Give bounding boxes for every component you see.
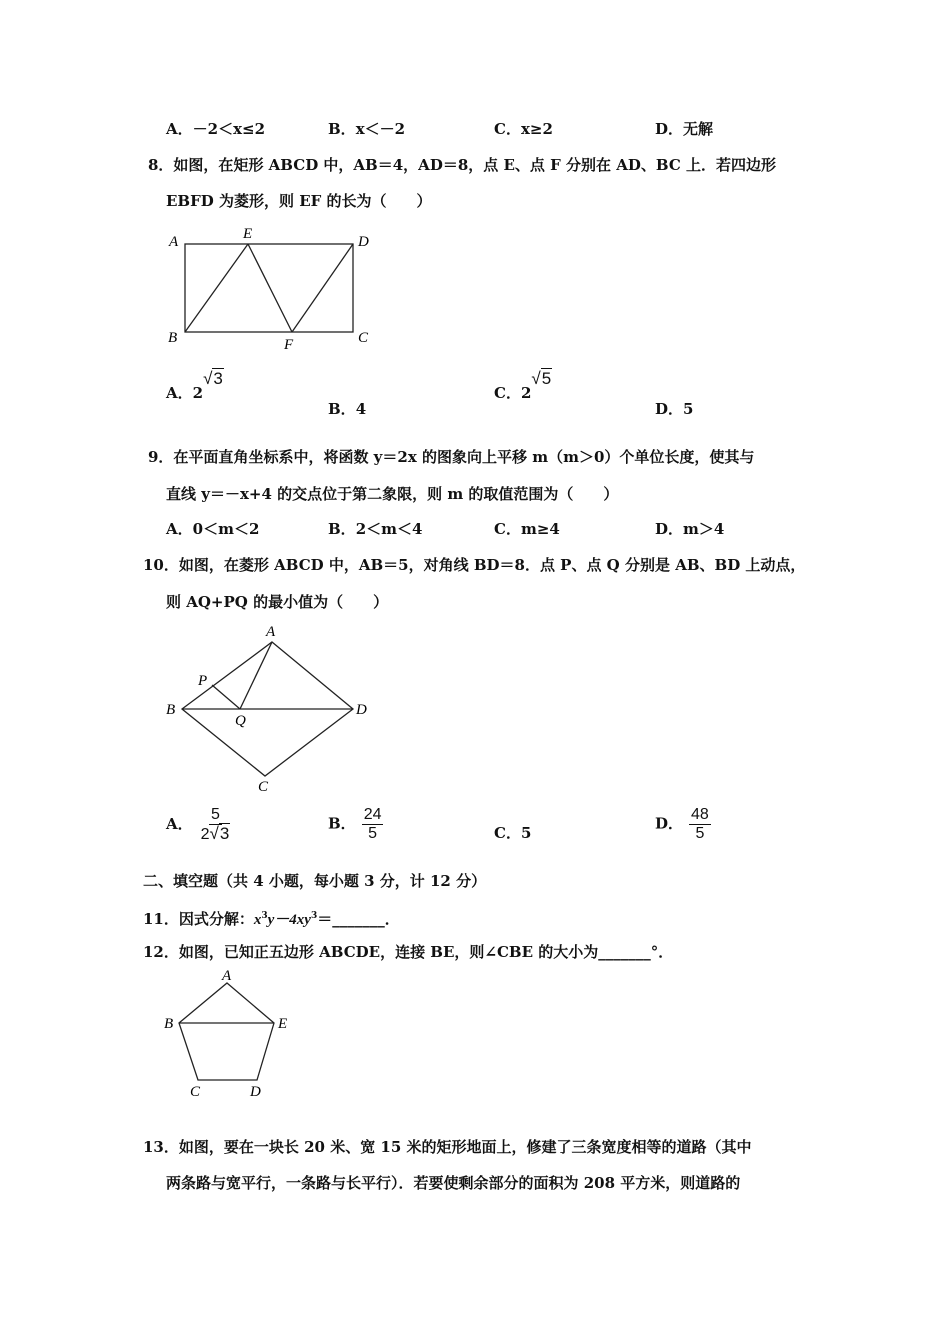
segment-be bbox=[185, 244, 248, 332]
q9-stem-line1: 9．在平面直角坐标系中，将函数 y＝2x 的图象向上平移 m（m＞0）个单位长度，使其与 bbox=[148, 448, 755, 466]
pentagon-abcde bbox=[179, 983, 274, 1080]
point-label-b: B bbox=[168, 330, 178, 346]
point-label-a: A bbox=[222, 968, 232, 984]
q7-option-b: B．x＜－2 bbox=[328, 120, 406, 138]
q10-option-c: C．5 bbox=[494, 824, 532, 842]
point-label-b: B bbox=[166, 702, 176, 718]
point-label-c: C bbox=[190, 1084, 201, 1100]
q13-stem-line1: 13．如图，要在一块长 20 米、宽 15 米的矩形地面上，修建了三条宽度相等的道路（其中 bbox=[143, 1138, 752, 1156]
q9-option-a: A．0＜m＜2 bbox=[166, 520, 260, 538]
point-label-d: D bbox=[358, 234, 369, 250]
point-label-c: C bbox=[258, 779, 269, 795]
point-label-a: A bbox=[169, 234, 179, 250]
q8-stem-line1: 8．如图，在矩形 ABCD 中，AB＝4，AD＝8，点 E、点 F 分别在 AD、BC 上．若四边形 bbox=[148, 156, 776, 174]
q9-option-b: B．2＜m＜4 bbox=[328, 520, 423, 538]
q12-stem-line1: 12．如图，已知正五边形 ABCDE，连接 BE，则∠CBE 的大小为_______°． bbox=[143, 943, 674, 961]
q13-stem-line2: 两条路与宽平行，一条路与长平行）．若要使剩余部分的面积为 208 平方米，则道路的 bbox=[166, 1174, 741, 1192]
point-label-c: C bbox=[358, 330, 369, 346]
section2-heading: 二、填空题（共 4 小题，每小题 3 分，计 12 分） bbox=[143, 872, 487, 890]
segment-ef bbox=[248, 244, 292, 332]
segment-aq bbox=[240, 642, 272, 709]
point-label-e: E bbox=[243, 226, 253, 242]
point-label-d: D bbox=[356, 702, 367, 718]
point-label-q: Q bbox=[235, 713, 246, 729]
q8-option-b: B．4 bbox=[328, 400, 367, 418]
q12-pentagon-figure bbox=[160, 968, 310, 1103]
point-label-a: A bbox=[266, 624, 276, 640]
point-label-e: E bbox=[278, 1016, 288, 1032]
q10-option-b: B． $\frac{24}{5}$ bbox=[328, 806, 382, 842]
q8-option-a: A．2√3 bbox=[166, 369, 223, 402]
q8-rectangle-figure bbox=[160, 222, 390, 357]
q8-option-d: D．5 bbox=[655, 400, 694, 418]
q9-stem-line2: 直线 y＝－x+4 的交点位于第二象限，则 m 的取值范围为（ ） bbox=[166, 485, 619, 503]
q7-option-c: C．x≥2 bbox=[494, 120, 553, 138]
q10-option-a: A． $\frac{5}{2√3}$ bbox=[166, 806, 230, 843]
q10-stem-line2: 则 AQ+PQ 的最小值为（ ） bbox=[166, 593, 389, 611]
point-label-b: B bbox=[164, 1016, 174, 1032]
segment-pq bbox=[212, 685, 240, 709]
q8-option-c: C．2√5 bbox=[494, 369, 552, 402]
point-label-f: F bbox=[284, 337, 294, 353]
point-label-d: D bbox=[250, 1084, 261, 1100]
q10-rhombus-figure bbox=[160, 625, 380, 795]
q9-option-d: D．m＞4 bbox=[655, 520, 725, 538]
rectangle-abcd bbox=[185, 244, 353, 332]
q7-option-a: A．－2＜x≤2 bbox=[166, 120, 266, 138]
q9-option-c: C．m≥4 bbox=[494, 520, 560, 538]
q7-option-d: D．无解 bbox=[655, 120, 714, 138]
segment-fd bbox=[292, 244, 353, 332]
q10-option-d: D． $\frac{48}{5}$ bbox=[655, 806, 709, 842]
q8-stem-line2: EBFD 为菱形，则 EF 的长为（ ） bbox=[166, 192, 432, 210]
q11-stem: 11．因式分解：$x^3y-4xy^3=\_\_\_\_\_\_\_$． bbox=[143, 910, 400, 928]
point-label-p: P bbox=[198, 673, 208, 689]
q10-stem-line1: 10．如图，在菱形 ABCD 中，AB＝5，对角线 BD＝8．点 P、点 Q 分别是 AB、BD 上动点， bbox=[143, 556, 806, 574]
